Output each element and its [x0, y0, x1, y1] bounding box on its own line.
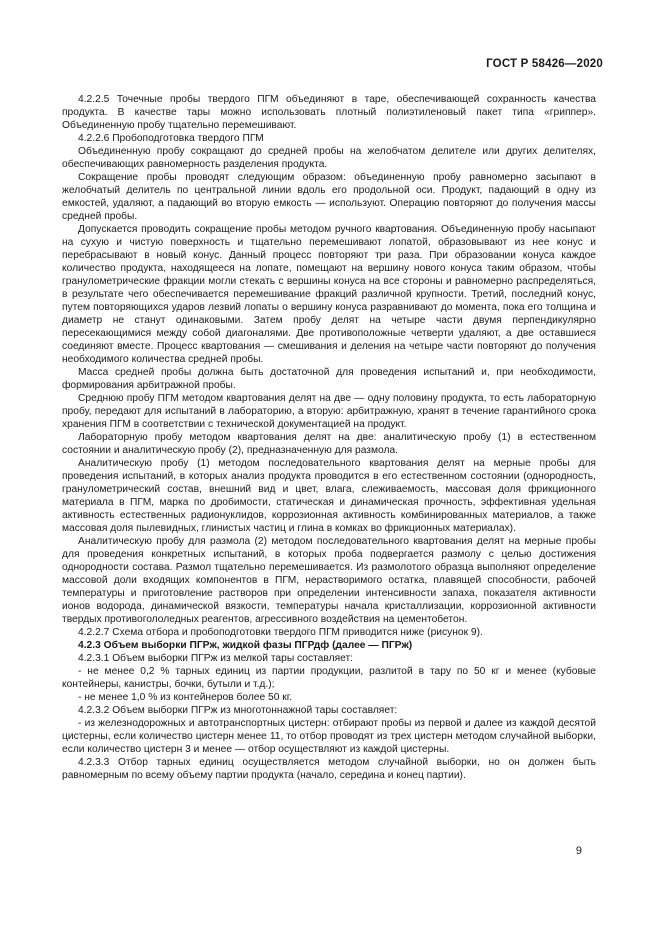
- paragraph: Допускается проводить сокращение пробы методом ручного квартования. Объединенную пробу насыпают на сухую и чистую поверхность и тщательно перемешивают лопатой, образовывают из нее конус и перебрасывают в новый конус. Данный процесс повторяют три раза. При образовании конуса каждое количество продукта, находящееся на лопате, помещают на вершину нового конуса таким образом, чтобы гранулометрические фракции могли стекать с вершины конуса на все стороны и равномерно распределяться, в результате чего обеспечивается перемешивание фракций различной крупности. Третий, последний конус, путем повторяющихся ударов лезвий лопаты о вершину конуса разравнивают до момента, пока его толщина и диаметр не станут одинаковыми. Затем пробу делят на четыре части двумя перпендикулярно пересекающимися между собой диагоналями. Две противоположные четверти удаляют, а две оставшиеся соединяют вместе. Процесс квартования — смешивания и деления на четыре части повторяют до получения необходимого количества средней пробы.: [62, 224, 596, 365]
- paragraph-4-2-3-2: 4.2.3.2 Объем выборки ПГРж из многотоннажной тары составляет:: [78, 705, 398, 716]
- paragraph: Лабораторную пробу методом квартования делят на две: аналитическую пробу (1) в естественном состоянии и аналитическую пробу (2), предназначенную для размола.: [62, 432, 596, 456]
- paragraph: Аналитическую пробу для размола (2) методом последовательного квартования делят на мерные пробы для проведения конкретных испытаний, в которых проба подвергается размолу с целью достижения однородности состава. Размол тщательно перемешивается. Из размолотого образца выполняют определение массовой доли входящих компонентов в ПГМ, нерастворимого остатка, плавящей способности, рабочей температуры и приготовление растворов при определении интенсивности запаха, показателя активности ионов водорода, динамической вязкости, температуры начала кристаллизации, коррозионной активности твердых противогололедных реагентов, агрессивного воздействия на цементобетон.: [62, 536, 596, 625]
- list-item: - не менее 1,0 % из контейнеров более 50 кг.: [78, 692, 293, 703]
- paragraph-4-2-3-3: 4.2.3.3 Отбор тарных единиц осуществляется методом случайной выборки, но он должен быть равномерным по всему объему партии продукта (начало, середина и конец партии).: [62, 757, 596, 781]
- list-item: - из железнодорожных и автотранспортных цистерн: отбирают пробы из первой и далее из каждой десятой цистерны, если количество цистерн менее 11, то отбор проводят из трех цистерн методом случайной выборки, если количество цистерн 3 и менее — отбор осуществляют из каждой цистерны.: [62, 718, 596, 755]
- document-body: [62, 93, 596, 782]
- paragraph: Среднюю пробу ПГМ методом квартования делят на две — одну половину продукта, то есть лабораторную пробу, передают для испытаний в лабораторию, а вторую: арбитражную, хранят в течение гарантийного срока хранения ПГМ в соответствии с технической документацией на продукт.: [62, 393, 596, 430]
- paragraph-4-2-2-5: 4.2.2.5 Точечные пробы твердого ПГМ объединяют в таре, обеспечивающей сохранность качества продукта. В качестве тары можно использовать плотный полиэтиленовый пакет типа «гриппер». Объединенную пробу тщательно перемешивают.: [62, 94, 596, 131]
- section-heading-4-2-3: 4.2.3 Объем выборки ПГРж, жидкой фазы ПГРдф (далее — ПГРж): [78, 640, 413, 651]
- paragraph: Сокращение пробы проводят следующим образом: объединенную пробу равномерно засыпают в желобчатый делитель по центральной линии вдоль его продольной оси. Продукт, падающий в одну из емкостей, удаляют, а падающий во вторую емкость — используют. Операцию повторяют до получения массы средней пробы.: [62, 172, 596, 222]
- paragraph-4-2-2-7: 4.2.2.7 Схема отбора и пробоподготовки твердого ПГМ приводится ниже (рисунок 9).: [78, 627, 483, 638]
- paragraph: Аналитическую пробу (1) методом последовательного квартования делят на мерные пробы для проведения испытаний, в которых анализ продукта проводится в его естественном состоянии (однородность, гранулометрический состав, внешний вид и цвет, влага, слеживаемость, массовая доля фрикционного материала в ПГМ, марка по дробимости, статическая и динамическая прочность, эффективная удельная активность естественных радионуклидов, коррозионная активность комбинированных материалов, а также массовая доля пылевидных, глинистых частиц и глина в комках во фрикционных материалах).: [62, 458, 596, 534]
- paragraph-4-2-3-1: 4.2.3.1 Объем выборки ПГРж из мелкой тары составляет:: [78, 653, 354, 664]
- paragraph: Масса средней пробы должна быть достаточной для проведения испытаний и, при необходимости, формирования арбитражной пробы.: [62, 367, 596, 391]
- page-number: 9: [575, 845, 582, 857]
- document-id-header: ГОСТ Р 58426—2020: [486, 58, 603, 70]
- paragraph: Объединенную пробу сокращают до средней пробы на желобчатом делителе или других делителях, обеспечивающих равномерность разделения продукта.: [62, 146, 596, 170]
- list-item: - не менее 0,2 % тарных единиц из партии продукции, разлитой в тару по 50 кг и менее (кубовые контейнеры, канистры, бочки, бутыли и т.д.);: [62, 666, 596, 690]
- paragraph-4-2-2-6-heading: 4.2.2.6 Пробоподготовка твердого ПГМ: [78, 133, 264, 144]
